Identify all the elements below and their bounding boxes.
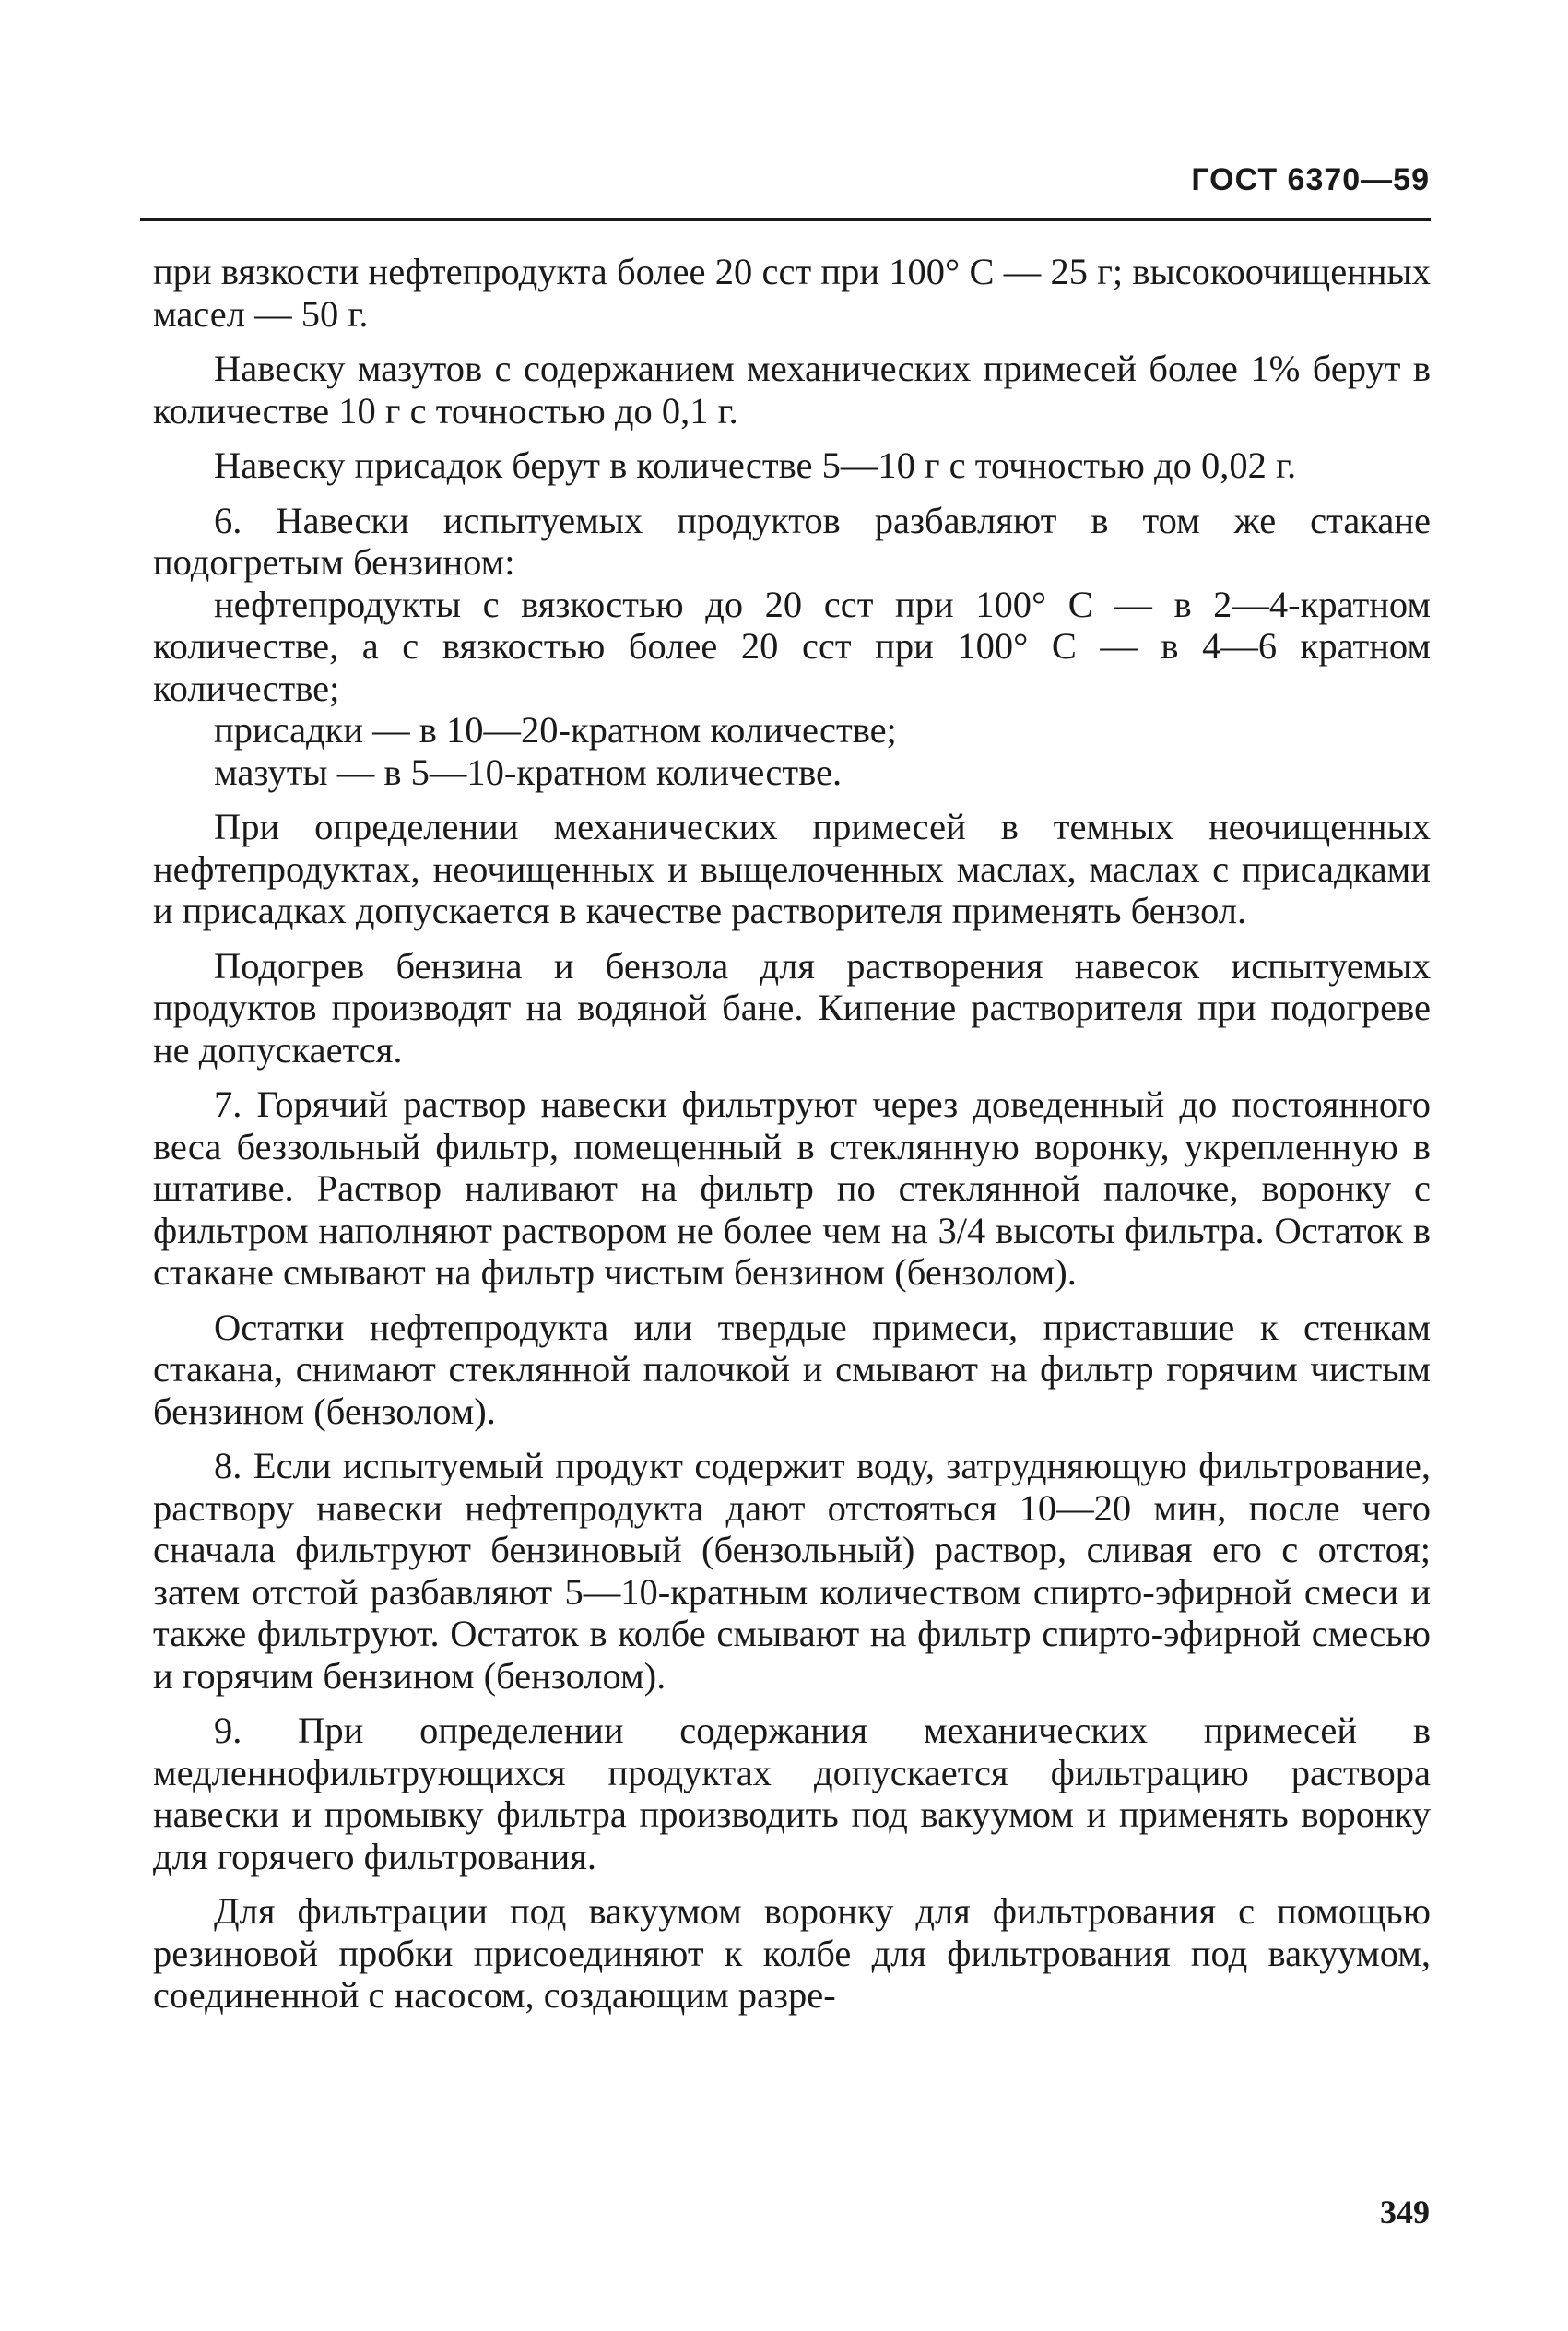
paragraph-heating: Подогрев бензина и бензола для растворения навесок испытуемых продуктов производят на водяной бане. Кипение растворителя при подогреве не допускается.: [153, 944, 1431, 1071]
paragraph-additive-sample: Навеску присадок берут в количестве 5—10 г с точностью до 0,02 г.: [214, 444, 1297, 486]
page-number: 349: [1380, 2194, 1430, 2230]
paragraph-residues: Остатки нефтепродукта или твердые примеси, приставшие к стенкам стакана, снимают стеклянной палочкой и смывают на фильтр горячим чистым бензином (бензолом).: [153, 1306, 1431, 1432]
paragraph-benzene: При определении механических примесей в темных неочищенных нефтепродуктах, неочищенных и выщелоченных маслах, маслах с присадками и присадках допускается в качестве растворителя применять бензол.: [153, 806, 1431, 931]
paragraph-fuel-oil-sample: Навеску мазутов с содержанием механических примесей более 1% берут в количестве 10 г с точностью до 0,1 г.: [153, 348, 1431, 432]
paragraph-dilution-oil: нефтепродукты с вязкостью до 20 сст при 100° С — в 2—4-кратном количестве, а с вязкостью более 20 сст при 100° С — в 4—6 кратном количестве;: [153, 583, 1431, 709]
paragraph-item-6: 6. Навески испытуемых продуктов разбавляют в том же стакане подогретым бензином:: [153, 499, 1431, 583]
header-rule: [140, 218, 1431, 221]
paragraph-dilution-additives: присадки — в 10—20-кратном количестве;: [214, 709, 897, 751]
paragraph-vacuum: Для фильтрации под вакуумом воронку для фильтрования с помощью резиновой пробки присоединяют к колбе для фильтрования под вакуумом, соединенной с насосом, создающим разре-: [153, 1890, 1431, 2016]
paragraph-item-8: 8. Если испытуемый продукт содержит воду, затрудняющую фильтрование, раствору навески нефтепродукта дают отстояться 10—20 мин, после чего сначала фильтруют бензиновый (бензольный) раствор, сливая его с отстоя; затем отстой разбавляют 5—10-кратным количеством спирто-эфирной смеси и также фильтруют. Остаток в колбе смывают на фильтр спирто-эфирной смесью и горячим бензином (бензолом).: [153, 1445, 1431, 1697]
paragraph-item-9: 9. При определении содержания механических примесей в медленнофильтрующихся продуктах допускается фильтрацию раствора навески и промывку фильтра производить под вакуумом и применять воронку для горячего фильтрования.: [153, 1710, 1431, 1877]
document-code: ГОСТ 6370—59: [1191, 162, 1430, 197]
paragraph-dilution-fuel-oil: мазуты — в 5—10-кратном количестве.: [214, 751, 843, 793]
paragraph-item-7: 7. Горячий раствор навески фильтруют через доведенный до постоянного веса беззольный фильтр, помещенный в стеклянную воронку, укрепленную в штативе. Раствор наливают на фильтр по стеклянной палочке, воронку с фильтром наполняют раствором не более чем на 3/4 высоты фильтра. Остаток в стакане смывают на фильтр чистым бензином (бензолом).: [153, 1083, 1431, 1293]
paragraph-viscosity: при вязкости нефтепродукта более 20 сст при 100° С — 25 г; высокоочищенных масел — 50 г.: [153, 251, 1431, 335]
document-body: [153, 251, 1431, 2029]
